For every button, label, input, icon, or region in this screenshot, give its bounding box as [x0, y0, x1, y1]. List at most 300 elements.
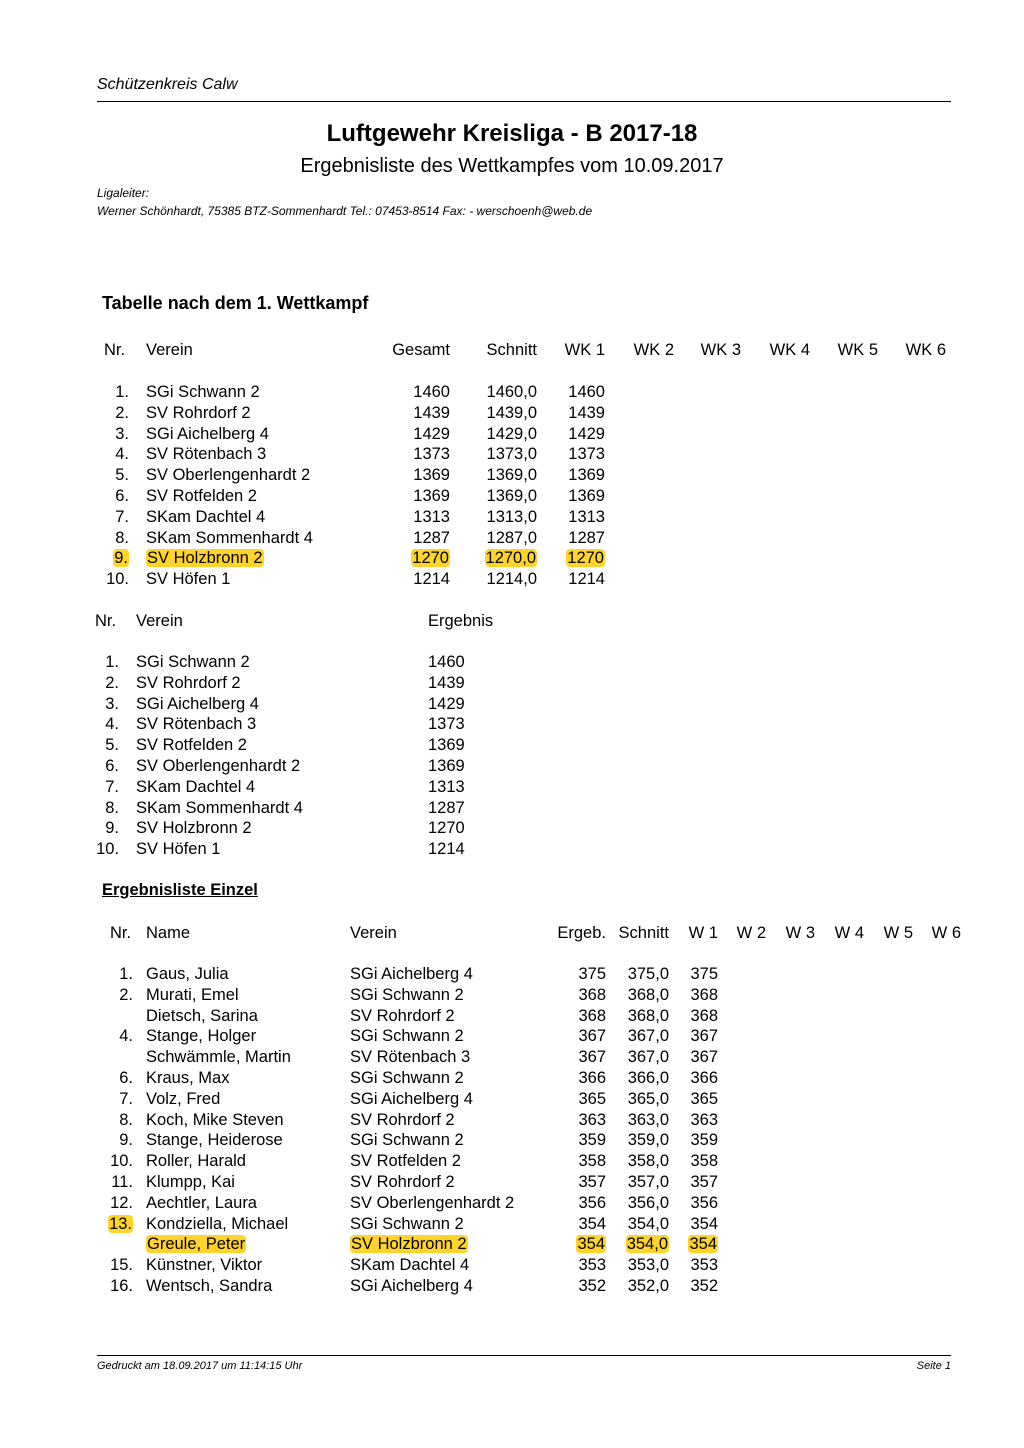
shooter-name	[146, 985, 239, 1006]
rank	[105, 818, 119, 839]
average	[628, 1006, 669, 1027]
club-name	[146, 548, 264, 569]
rank	[115, 465, 129, 486]
leader-label: Ligaleiter:	[97, 186, 150, 200]
result	[578, 1276, 606, 1297]
result	[428, 818, 465, 839]
team-table-row	[0, 486, 1024, 507]
team-table-col-1	[146, 340, 193, 361]
individual-table-row	[0, 1214, 1024, 1235]
average-text: 354,0	[626, 1235, 668, 1254]
result	[428, 756, 465, 777]
result-text: 366	[578, 1069, 606, 1087]
result-text: 358	[578, 1152, 606, 1171]
individual-table-col-1	[146, 923, 190, 944]
team-table-col-5-text: WK 2	[633, 341, 674, 359]
wk1	[568, 507, 605, 528]
rank	[111, 1172, 133, 1193]
average	[487, 382, 537, 403]
club-name	[350, 1234, 468, 1255]
rank	[110, 1151, 133, 1172]
average	[628, 1026, 669, 1047]
club-name-text: SGi Schwann 2	[350, 1214, 464, 1233]
print-timestamp: Gedruckt am 18.09.2017 um 11:14:15 Uhr	[97, 1360, 303, 1372]
shooter-name	[146, 1234, 246, 1255]
rank-text: 13.	[109, 1214, 132, 1233]
individual-table-col-0	[110, 923, 131, 944]
club-name	[350, 1193, 514, 1214]
rank-text: 10.	[110, 1152, 133, 1171]
average	[487, 403, 537, 424]
average	[628, 1255, 669, 1276]
club-name	[350, 1276, 473, 1297]
leader-info: Werner Schönhardt, 75385 BTZ-Sommenhardt Tel.: 07453-8514 Fax: - werschoenh@web.de	[97, 204, 593, 218]
result	[428, 839, 465, 860]
club-name	[136, 798, 303, 819]
rank-text: 7.	[119, 1089, 133, 1108]
total-text: 1429	[413, 424, 450, 443]
result-text: 357	[578, 1173, 606, 1191]
average	[628, 1110, 669, 1131]
wk1-text: 1369	[568, 466, 605, 485]
result	[578, 1047, 606, 1068]
result	[578, 1151, 606, 1172]
rank-text: 1.	[119, 965, 133, 983]
team-table-col-1-text: Verein	[146, 341, 193, 359]
result-text: 1373	[428, 715, 465, 734]
individual-table-row	[0, 1255, 1024, 1276]
shooter-name-text: Roller, Harald	[146, 1152, 246, 1171]
team-table-col-0-text: Nr.	[104, 341, 126, 359]
page-number: Seite 1	[916, 1360, 951, 1372]
shooter-name-text: Stange, Heiderose	[146, 1131, 283, 1150]
club-name-text: SGi Aichelberg 4	[350, 965, 473, 983]
individual-table-row	[0, 1276, 1024, 1297]
average	[487, 486, 537, 507]
w1	[688, 1234, 718, 1255]
result	[578, 1193, 606, 1214]
average-text: 1313,0	[486, 507, 537, 526]
individual-table-col-4	[619, 923, 669, 944]
rank-text: 2.	[105, 673, 119, 692]
shooter-name-text: Künstner, Viktor	[146, 1256, 263, 1275]
wk1	[568, 424, 605, 445]
club-name	[350, 1110, 455, 1131]
rank	[115, 424, 129, 445]
rank-text: 8.	[115, 528, 129, 547]
w1-text: 368	[690, 985, 718, 1004]
team-table-col-4-text: WK 1	[564, 341, 605, 359]
wk1-text: 1270	[567, 549, 604, 568]
result	[428, 714, 465, 735]
result-text: 1369	[428, 757, 465, 775]
club-name-text: SGi Schwann 2	[136, 653, 250, 671]
shooter-name	[146, 1193, 257, 1214]
average-text: 352,0	[627, 1277, 669, 1295]
individual-table-row	[0, 1130, 1024, 1151]
average	[487, 528, 537, 549]
club-name-text: SV Oberlengenhardt 2	[146, 466, 311, 485]
rank-text: 15.	[110, 1256, 133, 1275]
individual-table-col-3-text: Ergeb.	[557, 924, 606, 942]
wk1-text: 1313	[568, 507, 605, 526]
club-name	[146, 403, 251, 424]
total-text: 1214	[413, 570, 450, 589]
result-text: 363	[578, 1110, 606, 1129]
shooter-name	[146, 1026, 256, 1047]
rank-text: 8.	[105, 798, 119, 817]
w1-text: 353	[690, 1256, 718, 1275]
individual-table-col-9	[884, 923, 913, 944]
result	[578, 1255, 606, 1276]
shooter-name	[146, 1006, 258, 1027]
team-table-row	[0, 548, 1024, 569]
individual-table-row	[0, 1068, 1024, 1089]
individual-table-title: Ergebnisliste Einzel	[102, 881, 258, 899]
shooter-name-text: Wentsch, Sandra	[146, 1277, 273, 1295]
club-name-text: SKam Dachtel 4	[146, 507, 266, 526]
shooter-name	[146, 1214, 288, 1235]
individual-table-header	[0, 923, 1024, 944]
club-name	[146, 569, 230, 590]
club-name	[146, 486, 257, 507]
w1-text: 363	[690, 1110, 718, 1129]
rank	[119, 985, 133, 1006]
result	[428, 798, 465, 819]
average	[487, 569, 537, 590]
average-text: 1287,0	[486, 528, 537, 547]
w1-text: 366	[690, 1069, 718, 1087]
wk1	[566, 548, 605, 569]
result	[578, 1006, 606, 1027]
team-table-col-6	[701, 340, 741, 361]
total-text: 1460	[413, 383, 450, 401]
rank	[115, 486, 129, 507]
result-text: 359	[578, 1131, 606, 1150]
wk1	[568, 528, 605, 549]
rank-text: 4.	[115, 445, 129, 464]
team-table-row	[0, 444, 1024, 465]
shooter-name	[146, 1255, 262, 1276]
club-name	[146, 465, 310, 486]
average-text: 365,0	[627, 1089, 669, 1108]
club-name-text: SGi Schwann 2	[146, 383, 260, 401]
individual-table-col-4-text: Schnitt	[618, 924, 669, 942]
wk1-text: 1369	[568, 487, 605, 505]
rank	[105, 673, 119, 694]
footer-rule	[97, 1355, 951, 1356]
rank	[115, 403, 129, 424]
individual-table-col-5	[689, 923, 718, 944]
rank-text: 7.	[115, 507, 129, 526]
w1	[690, 1172, 718, 1193]
average-text: 367,0	[627, 1048, 669, 1067]
team-result-row	[0, 694, 1024, 715]
total-text: 1373	[413, 445, 450, 464]
result-text: 354	[577, 1235, 605, 1254]
average-text: 367,0	[627, 1027, 669, 1046]
club-name-text: SV Rötenbach 3	[350, 1048, 471, 1067]
team-result-row	[0, 839, 1024, 860]
club-name	[350, 1047, 470, 1068]
shooter-name	[146, 1151, 246, 1172]
team-table-col-0	[104, 340, 125, 361]
individual-table-col-1-text: Name	[146, 924, 191, 942]
wk1-text: 1429	[568, 424, 605, 443]
club-name	[136, 735, 247, 756]
col-verein-text: Verein	[136, 612, 183, 630]
rank	[108, 1214, 133, 1235]
result	[578, 1089, 606, 1110]
team-table-row	[0, 465, 1024, 486]
average	[628, 1068, 669, 1089]
shooter-name	[146, 1172, 235, 1193]
result-text: 1439	[428, 673, 465, 692]
individual-table-col-8	[835, 923, 864, 944]
result	[578, 1026, 606, 1047]
w1-text: 354	[689, 1235, 717, 1254]
individual-table-col-9-text: W 5	[883, 924, 913, 942]
rank-text: 6.	[119, 1069, 133, 1087]
team-table-row	[0, 507, 1024, 528]
w1-text: 368	[690, 1006, 718, 1025]
shooter-name-text: Stange, Holger	[146, 1027, 257, 1046]
shooter-name	[146, 964, 229, 985]
club-name-text: SV Rötenbach 3	[146, 445, 267, 464]
club-name-text: SV Holzbronn 2	[136, 819, 252, 838]
club-name-text: SV Oberlengenhardt 2	[136, 757, 301, 775]
team-table-row	[0, 528, 1024, 549]
total	[413, 424, 450, 445]
average	[487, 444, 537, 465]
individual-table-col-2-text: Verein	[350, 924, 397, 942]
average-text: 357,0	[627, 1173, 669, 1191]
club-name-text: SGi Aichelberg 4	[136, 694, 259, 713]
club-name-text: SV Rotfelden 2	[136, 736, 247, 755]
rank-text: 16.	[110, 1277, 133, 1295]
average-text: 1373,0	[486, 445, 537, 464]
w1	[690, 1130, 718, 1151]
club-name	[146, 424, 269, 445]
result-text: 352	[578, 1277, 606, 1295]
individual-table-col-6	[737, 923, 766, 944]
team-table-row	[0, 569, 1024, 590]
total-text: 1313	[413, 507, 450, 526]
team-result-row	[0, 673, 1024, 694]
result-text: 354	[578, 1214, 606, 1233]
average	[628, 1214, 669, 1235]
rank	[115, 528, 129, 549]
wk1-text: 1439	[568, 403, 605, 422]
club-name-text: SKam Sommenhardt 4	[146, 528, 313, 547]
club-name	[136, 694, 259, 715]
individual-table-col-2	[350, 923, 397, 944]
individual-table-row	[0, 1047, 1024, 1068]
result-text: 1369	[428, 736, 465, 755]
individual-table-col-10-text: W 6	[931, 924, 961, 942]
rank-text: 4.	[105, 715, 119, 734]
team-table-title: Tabelle nach dem 1. Wettkampf	[102, 293, 369, 313]
individual-table-row	[0, 1193, 1024, 1214]
w1-text: 357	[690, 1173, 718, 1191]
shooter-name-text: Greule, Peter	[147, 1235, 246, 1254]
average	[628, 1130, 669, 1151]
total	[413, 507, 450, 528]
wk1-text: 1287	[568, 528, 605, 547]
w1	[690, 1089, 718, 1110]
individual-table-row	[0, 964, 1024, 985]
average-text: 1429,0	[486, 424, 537, 443]
rank-text: 6.	[105, 757, 119, 775]
rank	[115, 444, 129, 465]
rank	[96, 839, 119, 860]
club-name-text: SV Höfen 1	[146, 570, 231, 589]
rank-text: 12.	[110, 1193, 133, 1212]
rank	[105, 652, 119, 673]
w1-text: 354	[690, 1214, 718, 1233]
rank-text: 3.	[115, 424, 129, 443]
individual-table-row	[0, 1006, 1024, 1027]
average-text: 375,0	[627, 965, 669, 983]
club-name	[350, 1130, 464, 1151]
result-text: 353	[578, 1256, 606, 1275]
average	[628, 1172, 669, 1193]
team-table-col-3	[487, 340, 537, 361]
club-name	[350, 1151, 461, 1172]
average	[628, 1193, 669, 1214]
rank-text: 9.	[105, 819, 119, 838]
w1	[690, 1026, 718, 1047]
result	[578, 985, 606, 1006]
total	[413, 569, 450, 590]
team-table-row	[0, 424, 1024, 445]
club-name-text: SV Holzbronn 2	[351, 1235, 467, 1254]
average	[485, 548, 537, 569]
rank	[115, 382, 129, 403]
result	[578, 1130, 606, 1151]
shooter-name	[146, 1130, 283, 1151]
rank	[115, 507, 129, 528]
individual-table-row	[0, 1151, 1024, 1172]
average	[628, 964, 669, 985]
average	[626, 1234, 669, 1255]
wk1-text: 1214	[568, 570, 605, 589]
rank-text: 2.	[119, 985, 133, 1004]
shooter-name-text: Koch, Mike Steven	[146, 1110, 284, 1129]
average	[487, 465, 537, 486]
team-table-row	[0, 382, 1024, 403]
shooter-name-text: Murati, Emel	[146, 985, 239, 1004]
total	[413, 382, 450, 403]
rank	[110, 1193, 133, 1214]
individual-table-col-0-text: Nr.	[110, 924, 132, 942]
rank	[110, 1255, 133, 1276]
rank	[119, 1110, 133, 1131]
shooter-name-text: Volz, Fred	[146, 1089, 221, 1108]
wk1	[568, 569, 605, 590]
result-text: 1214	[428, 840, 465, 859]
club-name	[146, 444, 266, 465]
club-name	[136, 756, 300, 777]
result	[578, 1214, 606, 1235]
team-table-col-7-text: WK 4	[769, 341, 810, 359]
average-text: 1369,0	[486, 466, 537, 485]
rank	[110, 1276, 133, 1297]
rank-text: 6.	[115, 487, 129, 505]
team-table-col-9	[906, 340, 946, 361]
team-table-col-6-text: WK 3	[700, 341, 741, 359]
individual-table-row	[0, 985, 1024, 1006]
w1	[690, 1255, 718, 1276]
individual-table-col-5-text: W 1	[688, 924, 718, 942]
total	[413, 528, 450, 549]
rank	[119, 1089, 133, 1110]
individual-table-row	[0, 1172, 1024, 1193]
individual-table-row	[0, 1110, 1024, 1131]
result	[428, 652, 465, 673]
club-name-text: SGi Schwann 2	[350, 1069, 464, 1087]
w1	[690, 1276, 718, 1297]
club-name	[350, 1089, 473, 1110]
club-name-text: SKam Sommenhardt 4	[136, 798, 303, 817]
club-name-text: SV Rohrdorf 2	[350, 1173, 455, 1191]
w1-text: 375	[690, 965, 718, 983]
team-result-row	[0, 652, 1024, 673]
w1-text: 356	[690, 1193, 718, 1212]
total	[413, 465, 450, 486]
shooter-name	[146, 1068, 229, 1089]
result-text: 375	[578, 965, 606, 983]
w1	[690, 1006, 718, 1027]
total	[413, 444, 450, 465]
team-table-row	[0, 403, 1024, 424]
team-table-col-3-text: Schnitt	[486, 341, 537, 359]
rank	[119, 1026, 133, 1047]
average-text: 368,0	[627, 985, 669, 1004]
wk1-text: 1373	[568, 445, 605, 464]
wk1	[568, 444, 605, 465]
individual-table-col-7	[786, 923, 815, 944]
rank-text: 9.	[119, 1131, 133, 1150]
club-name-text: SV Rötenbach 3	[136, 715, 257, 734]
club-name-text: SGi Schwann 2	[350, 985, 464, 1004]
average	[487, 424, 537, 445]
col-ergebnis-text: Ergebnis	[428, 612, 494, 630]
shooter-name-text: Aechtler, Laura	[146, 1193, 257, 1212]
club-name-text: SGi Aichelberg 4	[350, 1089, 473, 1108]
total-text: 1439	[413, 403, 450, 422]
w1	[690, 1151, 718, 1172]
team-table-col-9-text: WK 6	[905, 341, 946, 359]
team-result-row	[0, 756, 1024, 777]
result	[428, 735, 465, 756]
average-text: 366,0	[627, 1069, 669, 1087]
total	[413, 486, 450, 507]
rank	[119, 1130, 133, 1151]
team-table-header	[0, 340, 1024, 361]
club-name	[350, 1214, 464, 1235]
team-result-row	[0, 714, 1024, 735]
total-text: 1369	[413, 466, 450, 485]
rank	[119, 964, 133, 985]
individual-table-col-3	[557, 923, 606, 944]
shooter-name	[146, 1276, 272, 1297]
club-name-text: SV Höfen 1	[136, 840, 221, 859]
club-name	[136, 673, 241, 694]
club-name-text: SGi Aichelberg 4	[350, 1277, 473, 1295]
team-result-row	[0, 777, 1024, 798]
shooter-name	[146, 1089, 220, 1110]
